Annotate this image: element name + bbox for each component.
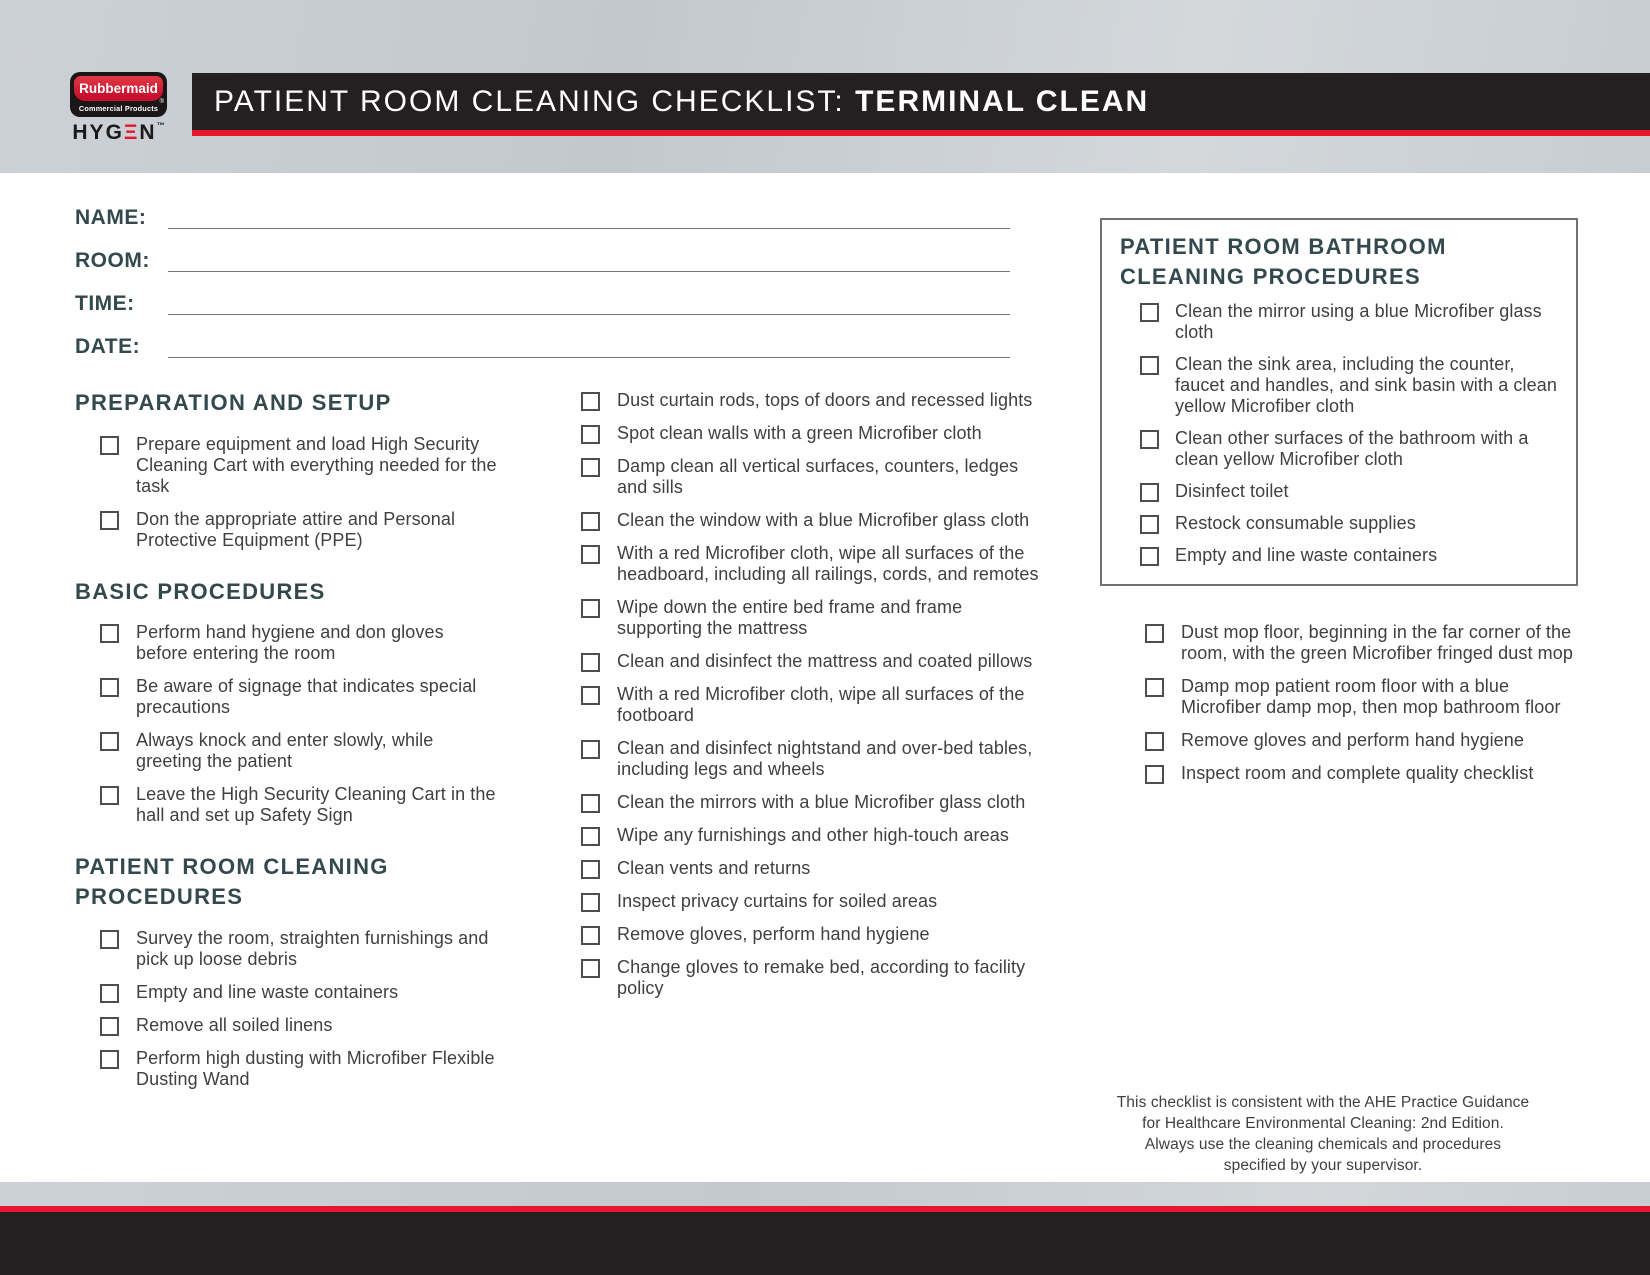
checkbox[interactable]: [1145, 678, 1164, 697]
checklist-item: [1120, 354, 1560, 417]
checklist-item-label: Be aware of signage that indicates special precautions: [136, 676, 477, 718]
checklist-item: [581, 651, 1046, 672]
checklist-item-label: Clean other surfaces of the bathroom with a clean yellow Microfiber cloth: [1175, 428, 1529, 470]
checklist-item-label: Perform hand hygiene and don gloves before entering the room: [136, 622, 444, 664]
page-title: [214, 85, 1149, 119]
checkbox[interactable]: [581, 392, 600, 411]
checklist-item-label: Leave the High Security Cleaning Cart in the hall and set up Safety Sign: [136, 784, 496, 826]
checklist-item: [581, 597, 1046, 639]
hygen-stylized-e-icon: Ξ: [123, 121, 140, 144]
checkbox[interactable]: [100, 436, 119, 455]
checklist-section: [75, 577, 500, 827]
hygen-wordmark-part: N: [139, 121, 157, 144]
checklist-item-label: Remove gloves and perform hand hygiene: [1181, 730, 1525, 750]
checklist-item-label: Wipe down the entire bed frame and frame supporting the mattress: [617, 597, 963, 638]
checklist-item-label: Empty and line waste containers: [1175, 545, 1438, 566]
checkbox[interactable]: [1140, 483, 1159, 502]
column-1: [75, 388, 500, 1102]
checklist-item: [75, 434, 500, 497]
checkbox[interactable]: [581, 794, 600, 813]
checklist-item-label: Dust curtain rods, tops of doors and recessed lights: [617, 390, 1033, 410]
checkbox[interactable]: [1145, 732, 1164, 751]
rubbermaid-badge-shield: [74, 76, 163, 101]
checklist-item: [581, 423, 1046, 444]
checklist-item-label: Clean the mirrors with a blue Microfiber glass cloth: [617, 792, 1026, 812]
time-input-line[interactable]: [168, 284, 1010, 315]
checklist-item: [75, 784, 500, 826]
checklist-item: [581, 924, 1046, 945]
checklist-item-label: Clean and disinfect nightstand and over-bed tables, including legs and wheels: [617, 738, 1033, 779]
hygen-wordmark-part: HYG: [72, 121, 124, 144]
footnote-line: specified by your supervisor.: [1223, 1157, 1423, 1174]
form-field-row: [75, 315, 1010, 358]
checklist-item-label: Empty and line waste containers: [136, 981, 399, 1002]
checklist-item: [581, 390, 1046, 411]
bathroom-procedures-box: [1100, 218, 1578, 586]
date-input-line[interactable]: [168, 327, 1010, 358]
checklist-item-label: Spot clean walls with a green Microfiber cloth: [617, 423, 982, 443]
checklist-section: [75, 852, 500, 1089]
bottom-gray-band: [0, 1182, 1650, 1206]
checkbox[interactable]: [581, 599, 600, 618]
checklist-item: [75, 982, 500, 1003]
checklist-item-label: Inspect room and complete quality checklist: [1181, 763, 1534, 783]
checklist-item: [581, 825, 1046, 846]
checklist-item-label: Remove all soiled linens: [136, 1014, 333, 1035]
checkbox[interactable]: [1140, 356, 1159, 375]
form-field-row: [75, 272, 1010, 315]
checkbox[interactable]: [581, 425, 600, 444]
checklist-item-label: Clean vents and returns: [617, 858, 811, 878]
checkbox[interactable]: [1140, 303, 1159, 322]
section-heading: BASIC PROCEDURES: [75, 578, 326, 604]
checkbox[interactable]: [100, 624, 119, 643]
checkbox[interactable]: [581, 686, 600, 705]
checklist-item-label: Damp clean all vertical surfaces, counters, ledges and sills: [617, 456, 1019, 497]
checkbox[interactable]: [581, 458, 600, 477]
column-3-continued: [1100, 622, 1578, 796]
checkbox[interactable]: [581, 893, 600, 912]
checklist-item: [75, 730, 500, 772]
bottom-dark-band: [0, 1212, 1650, 1275]
checkbox[interactable]: [581, 827, 600, 846]
checklist-item: [581, 738, 1046, 780]
form-area: [75, 186, 1010, 358]
footnote: [1068, 1092, 1578, 1176]
name-input-line[interactable]: [168, 198, 1010, 229]
checklist-item: [75, 509, 500, 551]
checklist-item-label: Disinfect toilet: [1175, 481, 1289, 502]
section-heading: PREPARATION AND SETUP: [75, 390, 392, 415]
brand-name: Rubbermaid: [79, 81, 158, 96]
checklist-item-label: Clean the window with a blue Microfiber glass cloth: [617, 510, 1030, 530]
checklist-item-label: Survey the room, straighten furnishings and pick up loose debris: [136, 927, 489, 969]
checklist-item: [581, 792, 1046, 813]
checkbox[interactable]: [100, 786, 119, 805]
checklist-item-label: Perform high dusting with Microfiber Flexible Dusting Wand: [136, 1047, 495, 1089]
checklist-item-label: Dust mop floor, beginning in the far corner of the room, with the green Microfiber fringed dust mop: [1181, 622, 1573, 663]
checkbox[interactable]: [1140, 515, 1159, 534]
checklist-item-label: Inspect privacy curtains for soiled areas: [617, 891, 938, 911]
checkbox[interactable]: [581, 860, 600, 879]
checklist-section: [75, 388, 500, 551]
checklist-item-label: Don the appropriate attire and Personal Protective Equipment (PPE): [136, 508, 456, 550]
field-label-date: DATE:: [75, 335, 141, 358]
checklist-item: [1120, 481, 1560, 502]
checklist-item-label: Damp mop patient room floor with a blue Microfiber damp mop, then mop bathroom floor: [1181, 676, 1561, 717]
checklist-item-label: With a red Microfiber cloth, wipe all surfaces of the footboard: [617, 684, 1025, 725]
checklist-item: [1100, 730, 1578, 751]
checklist-item-label: With a red Microfiber cloth, wipe all surfaces of the headboard, including all railings, cords, and remotes: [617, 543, 1039, 584]
checklist-item-label: Clean and disinfect the mattress and coated pillows: [617, 651, 1033, 671]
checkbox[interactable]: [100, 1017, 119, 1036]
checklist-item-label: Clean the mirror using a blue Microfiber glass cloth: [1175, 301, 1542, 343]
title-bar: [192, 73, 1650, 136]
checklist-item: [75, 928, 500, 970]
trademark-mark: ™: [156, 121, 165, 130]
footnote-line: Always use the cleaning chemicals and procedures: [1144, 1136, 1502, 1153]
page-title-emphasis: TERMINAL CLEAN: [855, 84, 1150, 118]
section-heading: PATIENT ROOM BATHROOM CLEANING PROCEDURES: [1120, 234, 1447, 289]
checkbox[interactable]: [581, 959, 600, 978]
column-2: [581, 390, 1046, 1011]
checklist-item-label: Restock consumable supplies: [1175, 513, 1416, 534]
checklist-item: [1100, 622, 1578, 664]
checklist-item: [1100, 763, 1578, 784]
field-label-name: NAME:: [75, 206, 147, 229]
checklist-item: [1100, 676, 1578, 718]
field-label-time: TIME:: [75, 292, 135, 315]
form-field-row: [75, 229, 1010, 272]
room-input-line[interactable]: [168, 241, 1010, 272]
section-heading: PATIENT ROOM CLEANING PROCEDURES: [75, 854, 389, 910]
checkbox[interactable]: [1145, 765, 1164, 784]
footnote-line: This checklist is consistent with the AHE Practice Guidance: [1116, 1094, 1530, 1111]
checkbox[interactable]: [581, 512, 600, 531]
checkbox[interactable]: [100, 732, 119, 751]
checklist-item-label: Wipe any furnishings and other high-touch areas: [617, 825, 1009, 845]
checklist-item: [75, 1048, 500, 1090]
footnote-line: for Healthcare Environmental Cleaning: 2nd Edition.: [1142, 1115, 1504, 1132]
checkbox[interactable]: [100, 1050, 119, 1069]
checklist-item-label: Remove gloves, perform hand hygiene: [617, 924, 930, 944]
checkbox[interactable]: [581, 653, 600, 672]
checklist-item: [581, 858, 1046, 879]
checklist-item: [75, 1015, 500, 1036]
field-label-room: ROOM:: [75, 249, 150, 272]
hygen-wordmark: [70, 121, 167, 145]
rubbermaid-badge: [70, 72, 167, 117]
checklist-item-label: Clean the sink area, including the counter, faucet and handles, and sink basin with a clean yellow Microfiber cloth: [1175, 354, 1557, 417]
bathroom-procedures-items: [1120, 301, 1560, 566]
checklist-item: [1120, 545, 1560, 566]
checklist-item: [581, 510, 1046, 531]
checkbox[interactable]: [1140, 430, 1159, 449]
checkbox[interactable]: [581, 545, 600, 564]
checkbox[interactable]: [100, 930, 119, 949]
checklist-item: [581, 891, 1046, 912]
checklist-item: [581, 684, 1046, 726]
checklist-item: [75, 622, 500, 664]
form-field-row: [75, 186, 1010, 229]
checkbox[interactable]: [100, 511, 119, 530]
checklist-item: [1120, 428, 1560, 470]
brand-subtitle: Commercial Products: [78, 104, 159, 113]
rubbermaid-hygen-logo: [70, 72, 167, 145]
checklist-item: [581, 543, 1046, 585]
checklist-item-label: Always knock and enter slowly, while greeting the patient: [136, 730, 434, 772]
checklist-item-label: Change gloves to remake bed, according to facility policy: [617, 957, 1026, 998]
checklist-item: [75, 676, 500, 718]
checklist-item: [581, 456, 1046, 498]
checklist-item: [1120, 301, 1560, 343]
checkbox[interactable]: [100, 678, 119, 697]
checkbox[interactable]: [1140, 547, 1159, 566]
checklist-item-label: Prepare equipment and load High Security Cleaning Cart with everything needed for the task: [136, 433, 497, 496]
checkbox[interactable]: [1145, 624, 1164, 643]
checkbox[interactable]: [100, 984, 119, 1003]
registered-mark: ®: [159, 99, 164, 105]
checkbox[interactable]: [581, 740, 600, 759]
checkbox[interactable]: [581, 926, 600, 945]
checklist-item: [581, 957, 1046, 999]
checklist-item: [1120, 513, 1560, 534]
page-title-prefix: PATIENT ROOM CLEANING CHECKLIST:: [214, 84, 856, 118]
